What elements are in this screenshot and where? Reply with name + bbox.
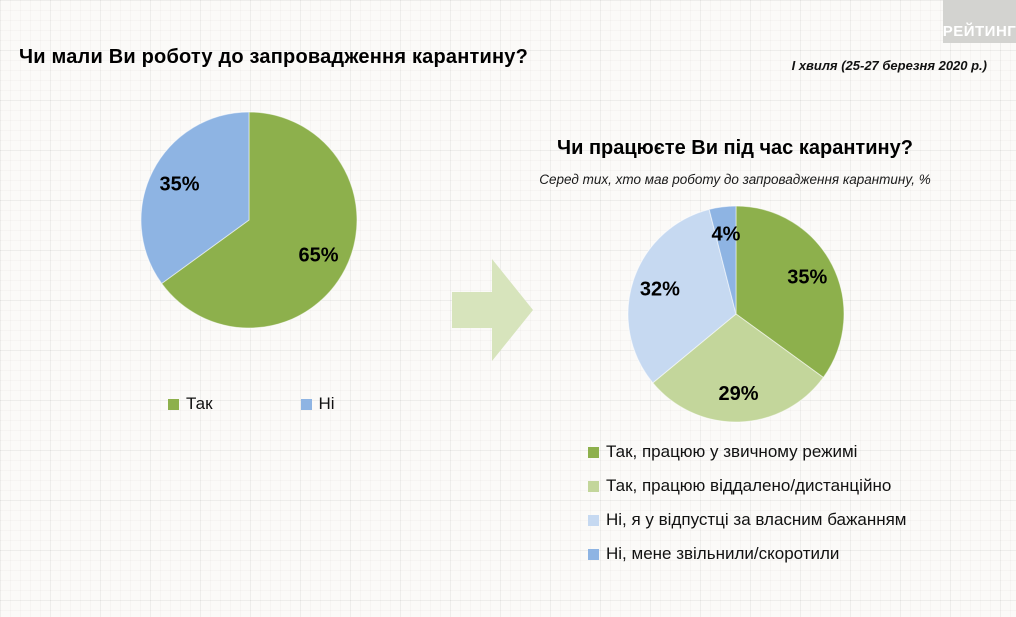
- legend-label: Так, працюю у звичному режимі: [606, 442, 858, 461]
- legend-swatch-icon: [588, 447, 599, 458]
- legend-label: Ні, я у відпустці за власним бажанням: [606, 510, 907, 529]
- rating-logo: [943, 0, 1016, 43]
- legend-label: Так, працюю віддалено/дистанційно: [606, 476, 892, 495]
- legend-swatch-icon: [168, 399, 179, 410]
- page-title: Чи мали Ви роботу до запровадження карантину?: [19, 46, 529, 68]
- pie-data-label: 65%: [298, 244, 339, 267]
- legend-swatch-icon: [588, 481, 599, 492]
- right-pie-chart: [626, 204, 846, 424]
- arrow-right-icon: [452, 259, 534, 361]
- pie-data-label: 35%: [787, 266, 828, 289]
- legend-swatch-icon: [301, 399, 312, 410]
- right-chart-title: Чи працюєте Ви під час карантину?: [557, 137, 913, 159]
- pie-data-label: 29%: [718, 383, 759, 405]
- pie-data-label: 32%: [639, 278, 680, 301]
- legend-label: Ні: [318, 394, 335, 413]
- legend-label: Так: [186, 394, 213, 413]
- pie-data-label: 35%: [159, 173, 200, 196]
- legend-item: [301, 394, 335, 414]
- legend-swatch-icon: [588, 549, 599, 560]
- legend-item: [588, 542, 907, 566]
- legend-item: [588, 440, 907, 464]
- legend-swatch-icon: [588, 515, 599, 526]
- pie-data-label: 4%: [711, 223, 741, 246]
- survey-wave-date: І хвиля (25-27 березня 2020 р.): [791, 58, 987, 73]
- left-pie-legend: [168, 394, 335, 414]
- right-chart-subtitle: Серед тих, хто мав роботу до запровадження карантину, %: [539, 172, 931, 187]
- rating-logo-text: РЕЙТИНГ: [942, 23, 1016, 40]
- legend-item: [588, 474, 907, 498]
- left-pie-chart: [139, 110, 359, 330]
- legend-label: Ні, мене звільнили/скоротили: [606, 544, 840, 563]
- right-pie-legend: [588, 440, 907, 576]
- legend-item: [168, 394, 213, 414]
- legend-item: [588, 508, 907, 532]
